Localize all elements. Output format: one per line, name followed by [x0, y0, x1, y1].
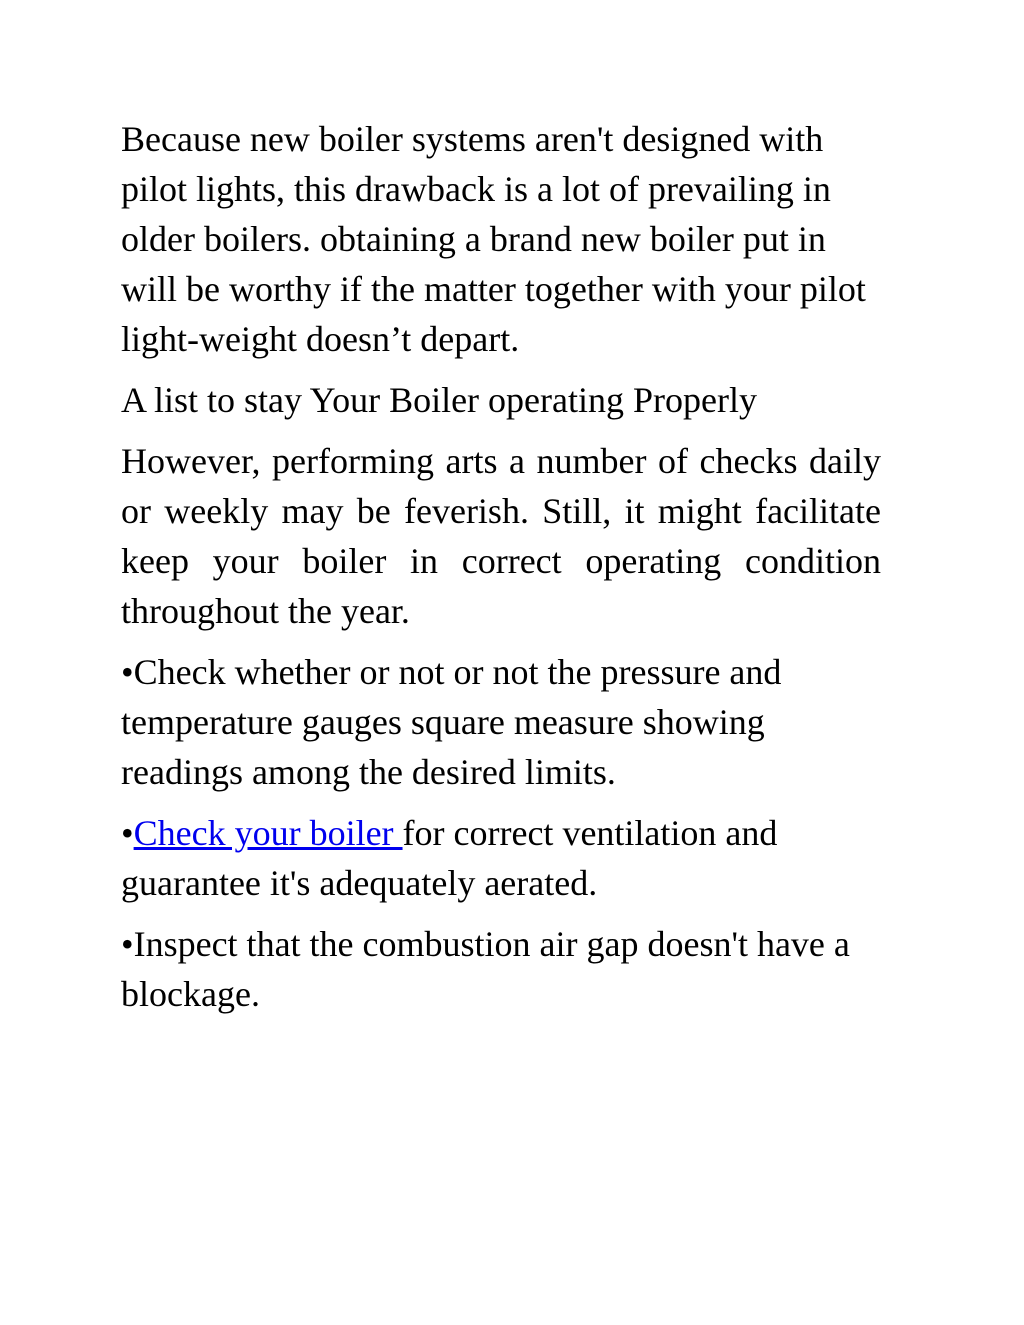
bullet-item-ventilation-text: for correct ventilation and guarantee it's adequately aerated. — [121, 813, 778, 903]
check-boiler-link[interactable]: Check your boiler — [133, 813, 403, 853]
bullet-item-gauges: •Check whether or not or not the pressure and temperature gauges square measure showing readings among the desired limits. — [121, 652, 782, 792]
bullet-item-ventilation — [121, 808, 881, 908]
bullet-item-air-gap: •Inspect that the combustion air gap doesn't have a blockage. — [121, 924, 850, 1014]
section-heading: A list to stay Your Boiler operating Properly — [121, 380, 757, 420]
checks-paragraph: However, performing arts a number of checks daily or weekly may be feverish. Still, it might facilitate keep your boiler in correct operating condition throughout the year. — [121, 441, 881, 631]
bullet-marker: • — [121, 813, 134, 853]
intro-paragraph: Because new boiler systems aren't designed with pilot lights, this drawback is a lot of prevailing in older boilers. obtaining a brand new boiler put in will be worthy if the matter together with your pilot light-weight doesn’t depart. — [121, 119, 866, 359]
document-page — [121, 114, 881, 1030]
